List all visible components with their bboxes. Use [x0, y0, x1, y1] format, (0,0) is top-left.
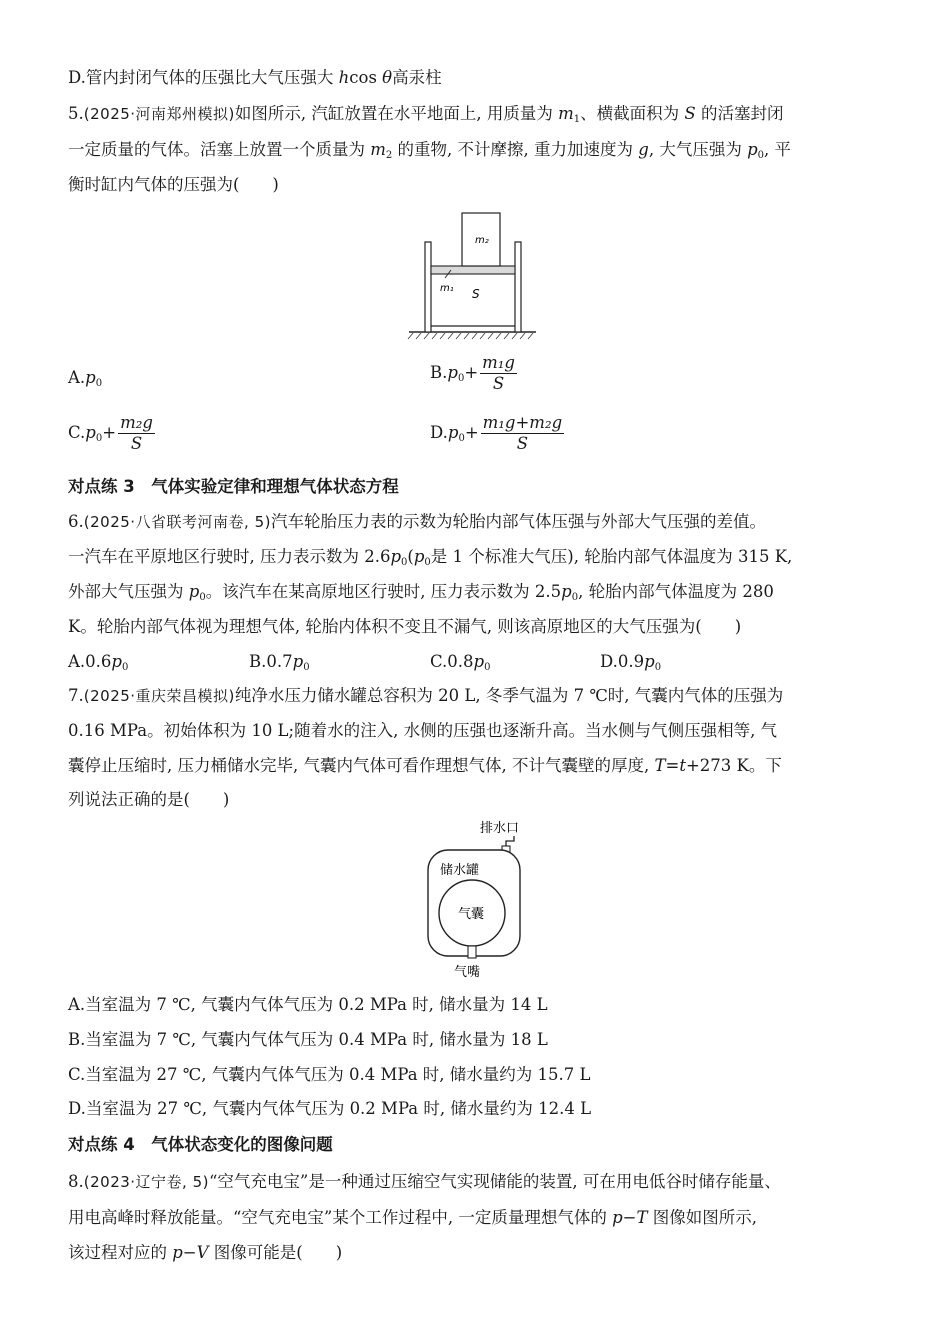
- q5-option-a[interactable]: $A.p_0$: [68, 368, 103, 389]
- q5-cylinder-figure: [405, 206, 540, 341]
- q6-option-a[interactable]: $A.0.6p_0$: [68, 652, 129, 673]
- q7-label-nozzle: 气嘴: [454, 965, 481, 980]
- q7-source: (2025·重庆荣昌模拟): [83, 687, 235, 705]
- q7-option-c[interactable]: C.当室温为 27 ℃, 气囊内气体气压为 0.4 MPa 时, 储水量约为 15.7 L: [68, 1065, 591, 1084]
- q8-source: (2023·辽宁卷, 5): [83, 1173, 209, 1191]
- q7-option-a[interactable]: A.当室温为 7 ℃, 气囊内气体气压为 0.2 MPa 时, 储水量为 14 L: [68, 995, 548, 1014]
- q5-option-b[interactable]: $B.p_0+$ $\frac{\text{m₁g}}{S}$: [430, 353, 515, 393]
- section-3-heading: 对点练 3 气体实验定律和理想气体状态方程: [68, 477, 399, 496]
- q7-stem-line3: 囊停止压缩时, 压力桶储水完毕, 气囊内气体可看作理想气体, 不计气囊壁的厚度, T=t+273 K。下: [68, 756, 782, 775]
- q6-source: (2025·八省联考河南卷, 5): [83, 513, 271, 531]
- q8-stem-line1: 8.(2023·辽宁卷, 5)“空气充电宝”是一种通过压缩空气实现储能的装置, 可在用电低谷时储存能量、: [68, 1172, 781, 1191]
- q5-stem-line2: 一定质量的气体。活塞上放置一个质量为 $m_2$ 的重物, 不计摩擦, 重力加速度为 g, 大气压强为 $p_0$, 平: [68, 140, 792, 161]
- q5-label-m1: m₁: [440, 283, 454, 294]
- q7-label-tank: 储水罐: [440, 863, 480, 878]
- q6-option-c[interactable]: $C.0.8p_0$: [430, 652, 491, 673]
- q7-label-outlet: 排水口: [480, 821, 520, 836]
- q5-option-c[interactable]: $C.p_0+$ $\frac{\text{m₂g}}{S}$: [68, 413, 153, 453]
- q8-stem-line2: 用电高峰时释放能量。“空气充电宝”某个工作过程中, 一定质量理想气体的 p−T 图像如图所示,: [68, 1208, 758, 1227]
- q5-option-d[interactable]: $D.p_0+$ $\frac{\text{m₁g+m₂g}}{S}$: [430, 413, 563, 453]
- q6-stem-line3: 外部大气压强为 $p_0$。该汽车在某高原地区行驶时, 压力表示数为 $2.5p_0$, 轮胎内部气体温度为 280: [68, 582, 774, 603]
- q5-option-b-fraction: $\frac{\text{m₁g}}{S}$: [482, 353, 515, 393]
- q7-tank-figure: [418, 816, 538, 982]
- q8-stem-line3: 该过程对应的 p−V 图像可能是( ): [68, 1243, 343, 1262]
- q7-label-bag: 气囊: [458, 907, 485, 922]
- q7-option-d[interactable]: D.当室温为 27 ℃, 气囊内气体气压为 0.2 MPa 时, 储水量约为 12.4 L: [68, 1099, 592, 1118]
- section-4-heading: 对点练 4 气体状态变化的图像问题: [68, 1135, 333, 1154]
- q6-option-d[interactable]: $D.0.9p_0$: [600, 652, 662, 673]
- q7-stem-line2: 0.16 MPa。初始体积为 10 L;随着水的注入, 水侧的压强也逐渐升高。当水侧与气侧压强相等, 气: [68, 721, 778, 740]
- q5-stem-line3: 衡时缸内气体的压强为( ): [68, 175, 279, 194]
- q6-stem-line4: K。轮胎内部气体视为理想气体, 轮胎内体积不变且不漏气, 则该高原地区的大气压强为( ): [68, 617, 742, 636]
- q7-option-b[interactable]: B.当室温为 7 ℃, 气囊内气体气压为 0.4 MPa 时, 储水量为 18 L: [68, 1030, 548, 1049]
- q4-option-d[interactable]: D.管内封闭气体的压强比大气压强大 hcos θ高汞柱: [68, 68, 442, 87]
- q6-option-b[interactable]: $B.0.7p_0$: [249, 652, 310, 673]
- q5-stem-line1: 5.(2025·河南郑州模拟)如图所示, 汽缸放置在水平地面上, 用质量为 $m_1$、横截面积为 S 的活塞封闭: [68, 104, 784, 125]
- q6-stem-line2: 一汽车在平原地区行驶时, 压力表示数为 $2.6p_0(p_0$是 1 个标准大气压), 轮胎内部气体温度为 315 K,: [68, 547, 793, 568]
- q7-stem-line1: 7.(2025·重庆荣昌模拟)纯净水压力储水罐总容积为 20 L, 冬季气温为 7 ℃时, 气囊内气体的压强为: [68, 686, 784, 705]
- q5-label-S: S: [472, 287, 480, 301]
- q5-option-c-fraction: $\frac{\text{m₂g}}{S}$: [120, 413, 153, 453]
- q5-source: (2025·河南郑州模拟): [83, 105, 235, 123]
- q5-label-m2: m₂: [475, 235, 489, 246]
- q7-stem-line4: 列说法正确的是( ): [68, 790, 230, 809]
- q5-option-d-fraction: $\frac{\text{m₁g+m₂g}}{S}$: [482, 413, 563, 453]
- q6-stem-line1: 6.(2025·八省联考河南卷, 5)汽车轮胎压力表的示数为轮胎内部气体压强与外部大气压强的差值。: [68, 512, 766, 531]
